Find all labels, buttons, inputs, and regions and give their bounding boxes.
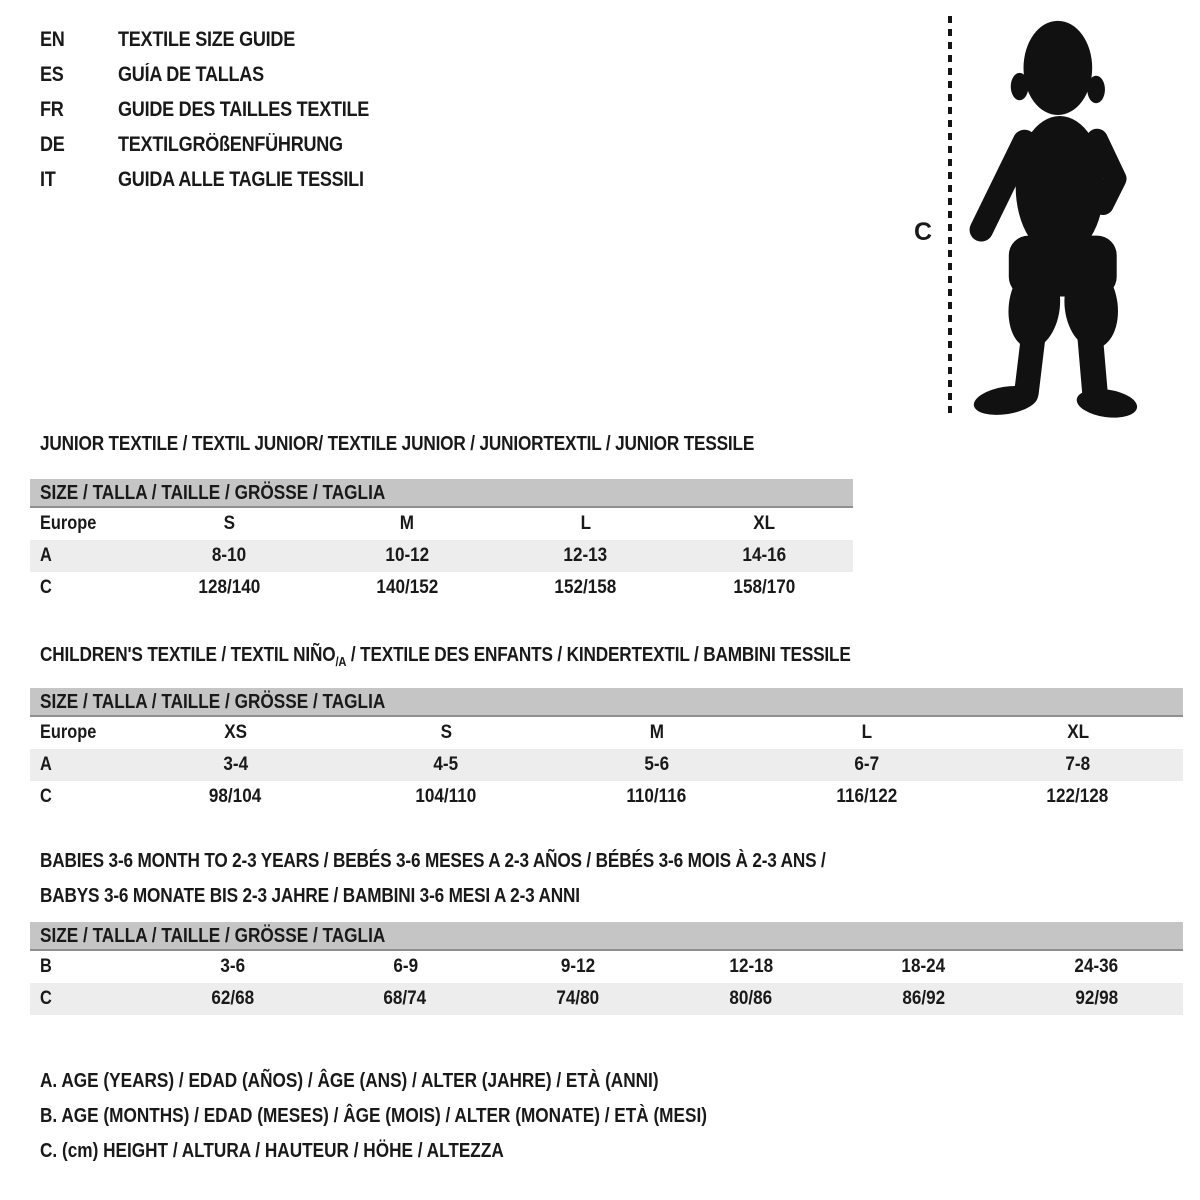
size-cell: 24-36 [1074, 956, 1119, 977]
row-label: A [40, 754, 52, 775]
size-cell: 116/122 [836, 786, 898, 807]
size-cell: 98/104 [209, 786, 262, 807]
head [1024, 21, 1093, 115]
size-cell: 158/170 [732, 577, 795, 598]
height-measure-dashed-line [948, 16, 952, 416]
size-cell: 3-4 [222, 754, 248, 775]
right-ear [1087, 76, 1105, 103]
size-cell: 152/158 [554, 577, 617, 598]
size-cell: S [440, 722, 452, 743]
lang-code: IT [40, 168, 56, 191]
lang-row-es [40, 57, 410, 92]
lang-title: GUIDA ALLE TAGLIE TESSILI [118, 168, 364, 191]
footnote-c: C. (cm) HEIGHT / ALTURA / HAUTEUR / HÖHE / ALTEZZA [40, 1140, 504, 1162]
size-cell: M [649, 722, 664, 743]
size-cell: 7-8 [1065, 754, 1091, 775]
lang-row-fr [40, 92, 410, 127]
size-cell: 104/110 [415, 786, 477, 807]
row-label: C [40, 577, 52, 598]
size-cell: 10-12 [385, 545, 430, 566]
size-cell: 4-5 [433, 754, 459, 775]
babies-size-table-block [30, 922, 1183, 1015]
size-cell: 74/80 [556, 988, 600, 1009]
junior-size-table-block [30, 479, 853, 604]
row-label: B [40, 956, 52, 977]
height-measure-label: C [914, 218, 933, 246]
size-cell: XL [752, 513, 775, 534]
left-shin [1026, 336, 1033, 393]
lang-title: TEXTILE SIZE GUIDE [118, 28, 295, 51]
size-row-europe [30, 717, 1183, 749]
lang-code: ES [40, 63, 64, 86]
right-shin [1090, 338, 1095, 395]
children-size-table-block [30, 688, 1183, 813]
size-cell: 3-6 [220, 956, 245, 977]
children-size-table [30, 717, 1183, 813]
size-header-bar: SIZE / TALLA / TAILLE / GRÖSSE / TAGLIA [30, 922, 1183, 951]
size-cell: 68/74 [383, 988, 427, 1009]
size-cell: 6-9 [392, 956, 418, 977]
size-cell: XL [1066, 722, 1089, 743]
size-cell: 62/68 [211, 988, 254, 1009]
lang-title: TEXTILGRÖßENFÜHRUNG [118, 133, 343, 156]
footnote-b: B. AGE (MONTHS) / EDAD (MESES) / ÂGE (MOIS) / ALTER (MONATE) / ETÀ (MESI) [40, 1105, 707, 1127]
size-cell: 12-13 [563, 545, 608, 566]
babies-section-title-line2: BABYS 3-6 MONATE BIS 2-3 JAHRE / BAMBINI 3-6 MESI A 2-3 ANNI [40, 885, 580, 907]
size-cell: 5-6 [644, 754, 669, 775]
junior-section-title: JUNIOR TEXTILE / TEXTIL JUNIOR/ TEXTILE JUNIOR / JUNIORTEXTIL / JUNIOR TESSILE [40, 433, 755, 455]
toddler-silhouette-icon [958, 12, 1142, 424]
row-label: A [40, 545, 52, 566]
size-cell: 92/98 [1075, 988, 1118, 1009]
size-cell: 18-24 [901, 956, 946, 977]
lang-title: GUÍA DE TALLAS [118, 63, 264, 86]
size-cell: S [223, 513, 235, 534]
size-header-bar: SIZE / TALLA / TAILLE / GRÖSSE / TAGLIA [30, 479, 853, 508]
size-cell: 14-16 [741, 545, 786, 566]
lang-row-it [40, 162, 410, 197]
size-cell: 110/116 [626, 786, 687, 807]
size-cell: 6-7 [854, 754, 880, 775]
nino-a-subscript: /A [335, 654, 347, 669]
size-cell: 140/152 [376, 577, 439, 598]
size-row-a [30, 540, 853, 572]
size-cell: L [861, 722, 873, 743]
size-row-europe [30, 508, 853, 540]
lang-row-de [40, 127, 410, 162]
lang-title: GUIDE DES TAILLES TEXTILE [118, 98, 370, 121]
row-label: C [40, 786, 52, 807]
size-cell: 9-12 [560, 956, 596, 977]
size-cell: M [400, 513, 415, 534]
lang-code: EN [40, 28, 65, 51]
size-cell: 80/86 [729, 988, 773, 1009]
size-cell: L [580, 513, 591, 534]
footnote-a: A. AGE (YEARS) / EDAD (AÑOS) / ÂGE (ANS) / ALTER (JAHRE) / ETÀ (ANNI) [40, 1070, 659, 1092]
size-cell: 86/92 [902, 988, 946, 1009]
lang-row-en [40, 22, 410, 57]
lang-code: FR [40, 98, 64, 121]
size-header-bar: SIZE / TALLA / TAILLE / GRÖSSE / TAGLIA [30, 688, 1183, 717]
row-label: Europe [40, 513, 97, 534]
left-ear [1011, 73, 1029, 100]
size-cell: 128/140 [198, 577, 261, 598]
size-cell: XS [223, 722, 247, 743]
size-row-c [30, 781, 1183, 813]
row-label: Europe [40, 722, 97, 743]
babies-size-table [30, 951, 1183, 1015]
babies-section-title-line1: BABIES 3-6 MONTH TO 2-3 YEARS / BEBÉS 3-6 MESES A 2-3 AÑOS / BÉBÉS 3-6 MOIS À 2-3 ANS / [40, 850, 826, 872]
size-row-c [30, 983, 1183, 1015]
junior-size-table [30, 508, 853, 604]
size-row-b [30, 951, 1183, 983]
lang-code: DE [40, 133, 65, 156]
size-cell: 12-18 [729, 956, 773, 977]
language-title-list [40, 22, 410, 197]
legend-footnotes [40, 1064, 816, 1169]
row-label: C [40, 988, 52, 1009]
size-cell: 8-10 [212, 545, 247, 566]
size-cell: 122/128 [1046, 786, 1109, 807]
size-row-a [30, 749, 1183, 781]
size-row-c [30, 572, 853, 604]
children-section-title: CHILDREN'S TEXTILE / TEXTIL $NIÑO_{/A}$ / TEXTILE DES ENFANTS / KINDERTEXTIL / BAMBINI TESSILE [40, 644, 851, 669]
